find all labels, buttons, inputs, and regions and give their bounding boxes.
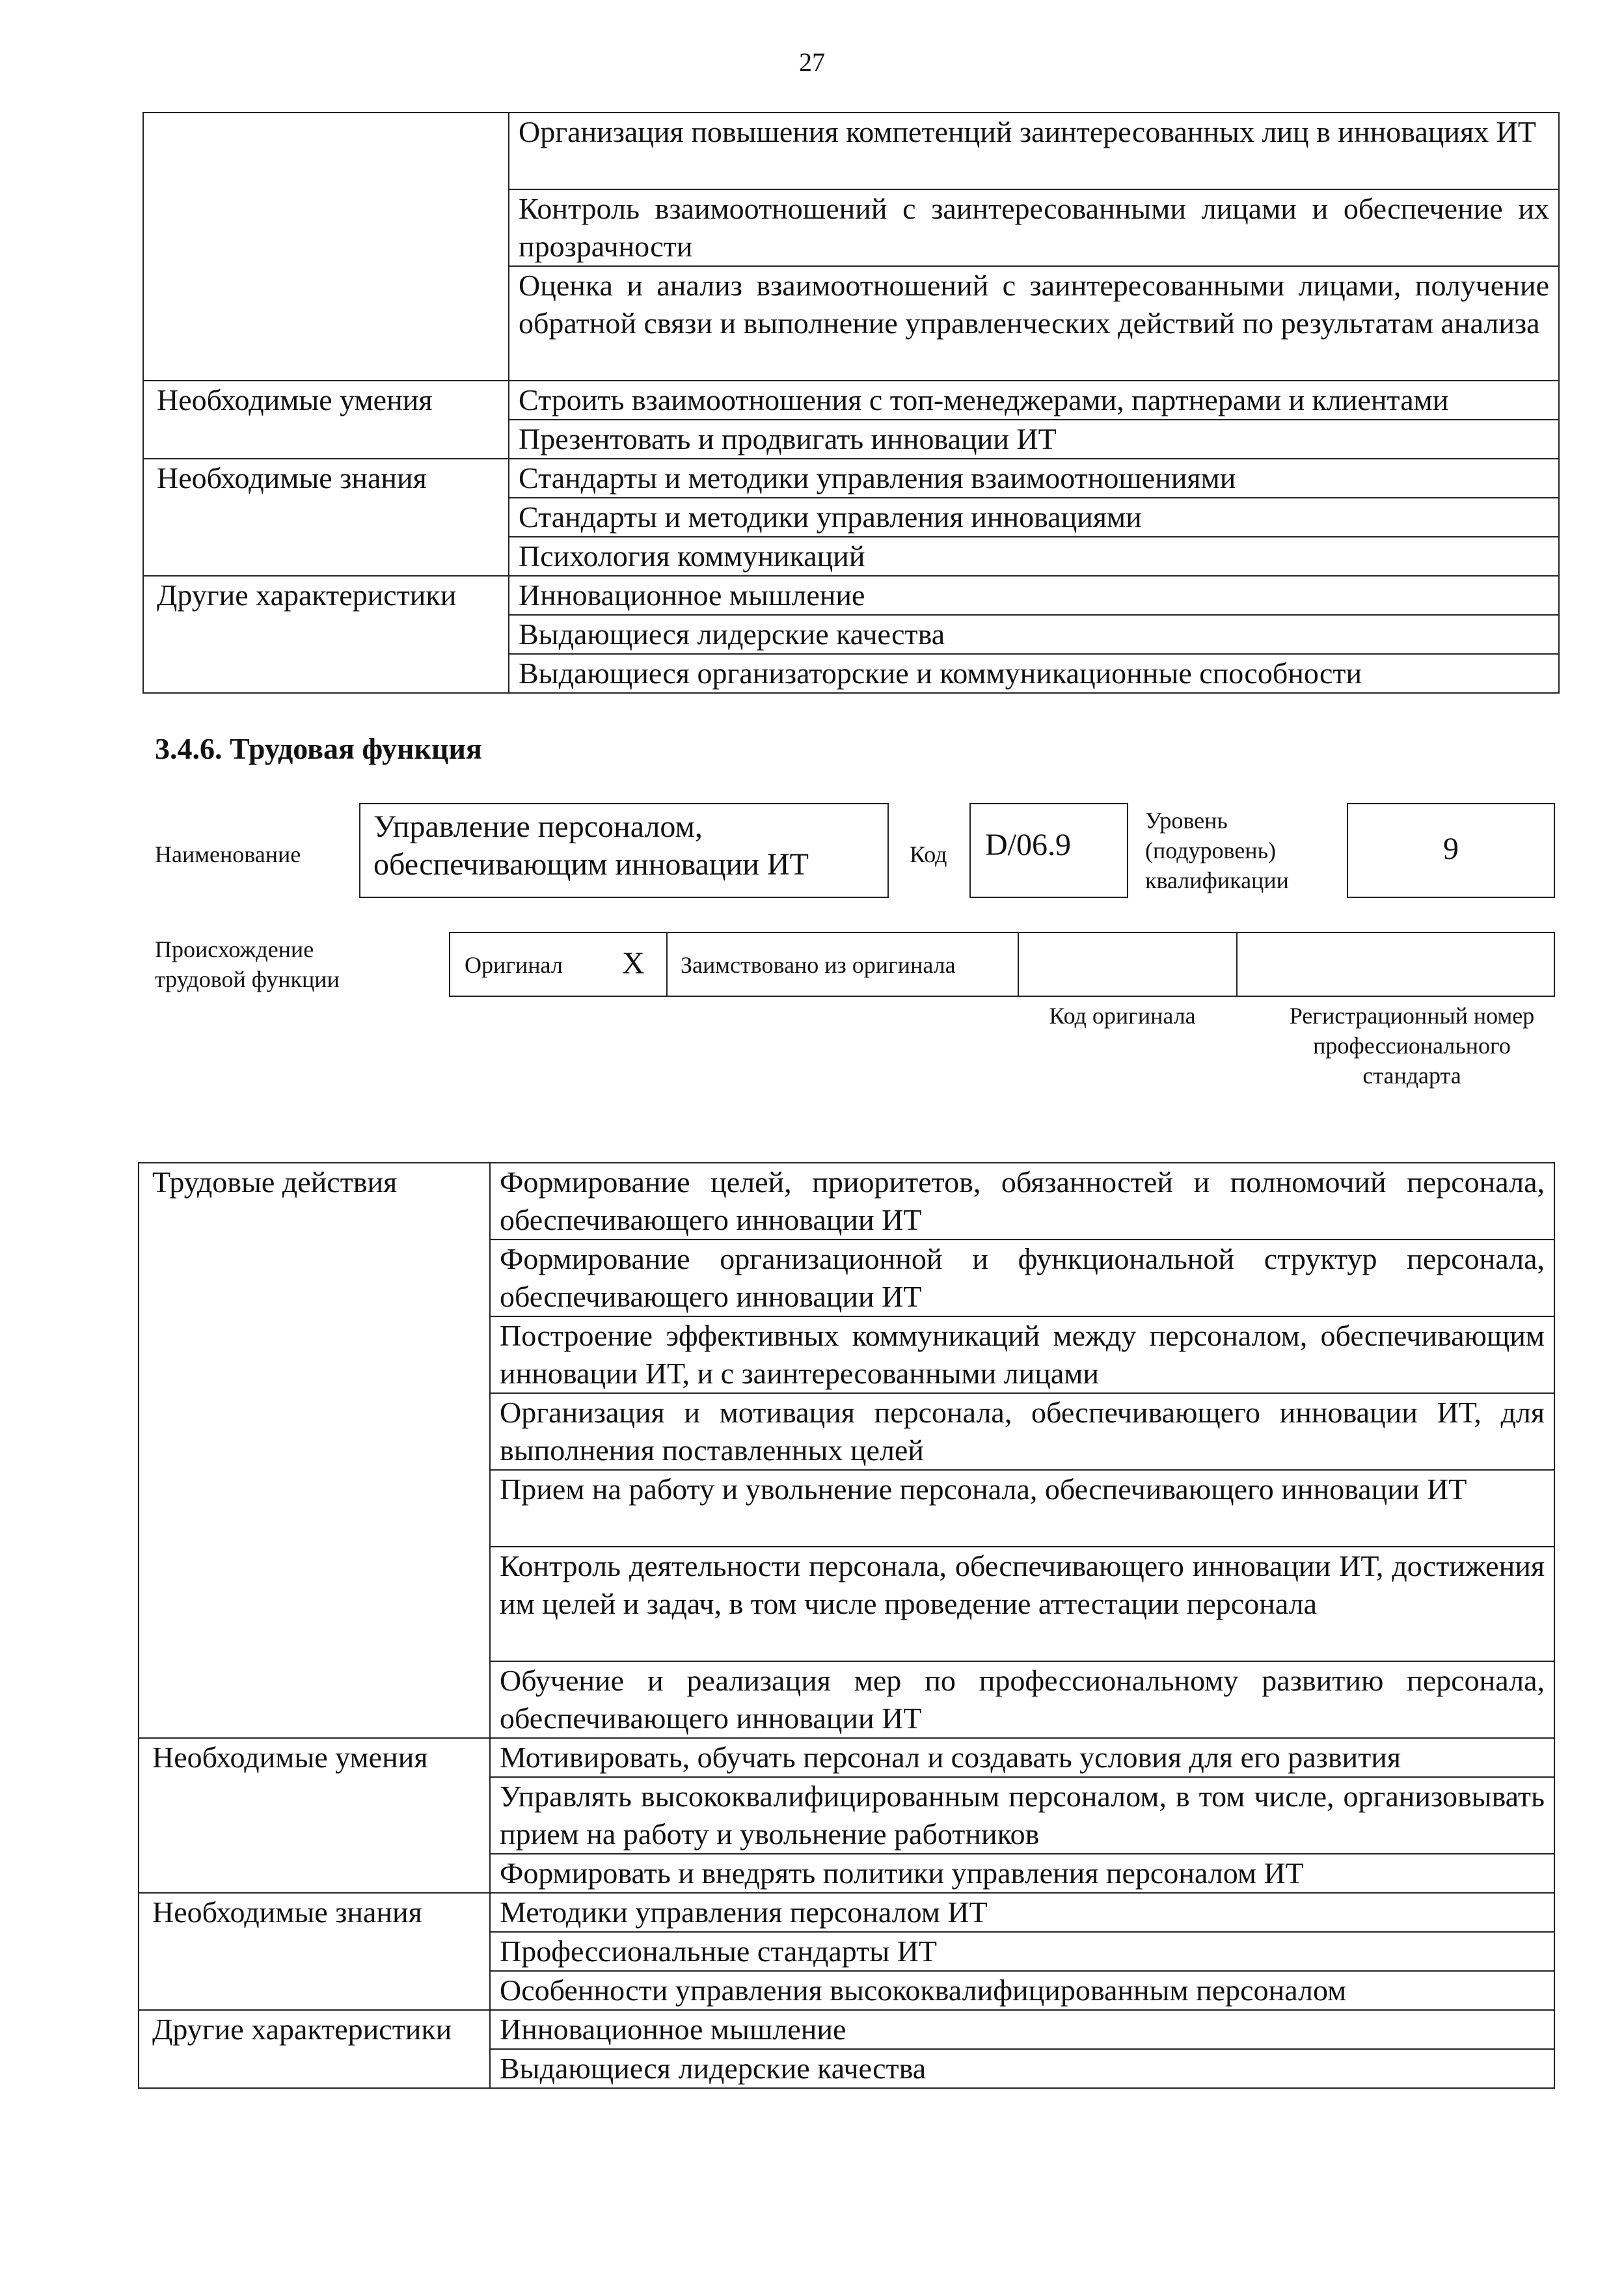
row-label: Необходимые умения <box>143 381 509 459</box>
divider <box>1236 932 1238 997</box>
level-box <box>1347 803 1555 898</box>
table-row <box>143 459 1559 498</box>
row-label: Другие характеристики <box>143 576 509 693</box>
row-text: Контроль взаимоотношений с заинтересованными лицами и обеспечение их прозрачности <box>509 189 1559 266</box>
row-label: Трудовые действия <box>139 1163 490 1738</box>
row-text: Строить взаимоотношения с топ-менеджерами, партнерами и клиентами <box>509 381 1559 420</box>
row-text: Управлять высококвалифицированным персоналом, в том числе, организовывать прием на работу и увольнение работников <box>490 1777 1554 1854</box>
row-text: Психология коммуникаций <box>509 537 1559 576</box>
row-label: Другие характеристики <box>139 2010 490 2088</box>
row-text: Оценка и анализ взаимоотношений с заинтересованными лицами, получение обратной связи и выполнение управленческих действий по результатам анализа <box>509 266 1559 381</box>
row-text: Формирование целей, приоритетов, обязанностей и полномочий персонала, обеспечивающего инновации ИТ <box>490 1163 1554 1240</box>
level-value: 9 <box>1443 832 1459 866</box>
row-text: Инновационное мышление <box>509 576 1559 615</box>
reg-number-caption: Регистрационный номер профессионального стандарта <box>1289 1003 1535 1089</box>
table-row <box>139 1893 1554 1932</box>
row-text: Построение эффективных коммуникаций между персоналом, обеспечивающим инновации ИТ, и с заинтересованными лицами <box>490 1316 1554 1393</box>
table-row <box>143 576 1559 615</box>
labor-function-table <box>138 1162 1555 2089</box>
borrowed-label: Заимствовано из оригинала <box>681 952 956 978</box>
divider <box>666 932 668 997</box>
name-label: Наименование <box>155 841 301 867</box>
table-row <box>139 1163 1554 1240</box>
row-text: Выдающиеся организаторские и коммуникационные способности <box>509 654 1559 693</box>
code-label: Код <box>910 841 947 867</box>
divider <box>1018 932 1019 997</box>
row-label <box>143 113 509 381</box>
origin-label: Происхождение трудовой функции <box>155 936 340 992</box>
original-code-caption: Код оригинала <box>1049 1003 1196 1029</box>
code-value: D/06.9 <box>985 828 1071 862</box>
level-label: Уровень (подуровень) квалификации <box>1145 808 1289 893</box>
row-label: Необходимые знания <box>143 459 509 576</box>
row-text: Обучение и реализация мер по профессиональному развитию персонала, обеспечивающего инновации ИТ <box>490 1661 1554 1738</box>
row-text: Прием на работу и увольнение персонала, обеспечивающего инновации ИТ <box>490 1470 1554 1547</box>
row-text: Профессиональные стандарты ИТ <box>490 1932 1554 1971</box>
page-number: 27 <box>799 48 825 77</box>
row-text: Контроль деятельности персонала, обеспечивающего инновации ИТ, достижения им целей и задач, в том числе проведение аттестации персонала <box>490 1547 1554 1661</box>
row-text: Формирование организационной и функциональной структур персонала, обеспечивающего инновации ИТ <box>490 1240 1554 1316</box>
original-label: Оригинал <box>465 952 563 978</box>
row-text: Организация и мотивация персонала, обеспечивающего инновации ИТ, для выполнения поставленных целей <box>490 1393 1554 1470</box>
table-row <box>143 113 1559 189</box>
table-row <box>139 1738 1554 1777</box>
function-name-value: Управление персоналом, обеспечивающим инновации ИТ <box>373 809 809 882</box>
function-name-box <box>359 803 889 898</box>
row-text: Презентовать и продвигать инновации ИТ <box>509 420 1559 459</box>
row-text: Стандарты и методики управления взаимоотношениями <box>509 459 1559 498</box>
row-text: Методики управления персоналом ИТ <box>490 1893 1554 1932</box>
table-row <box>143 381 1559 420</box>
original-mark: X <box>622 946 645 981</box>
row-text: Выдающиеся лидерские качества <box>490 2049 1554 2088</box>
row-text: Организация повышения компетенций заинтересованных лиц в инновациях ИТ <box>509 113 1559 189</box>
row-text: Инновационное мышление <box>490 2010 1554 2049</box>
top-table <box>142 112 1560 694</box>
row-text: Мотивировать, обучать персонал и создавать условия для его развития <box>490 1738 1554 1777</box>
row-text: Выдающиеся лидерские качества <box>509 615 1559 654</box>
table-row <box>139 2010 1554 2049</box>
code-box <box>969 803 1128 898</box>
row-text: Особенности управления высококвалифицированным персоналом <box>490 1971 1554 2010</box>
section-heading: 3.4.6. Трудовая функция <box>155 732 482 765</box>
row-label: Необходимые знания <box>139 1893 490 2010</box>
origin-box <box>449 932 1555 997</box>
row-text: Стандарты и методики управления инновациями <box>509 498 1559 537</box>
row-label: Необходимые умения <box>139 1738 490 1893</box>
row-text: Формировать и внедрять политики управления персоналом ИТ <box>490 1854 1554 1893</box>
